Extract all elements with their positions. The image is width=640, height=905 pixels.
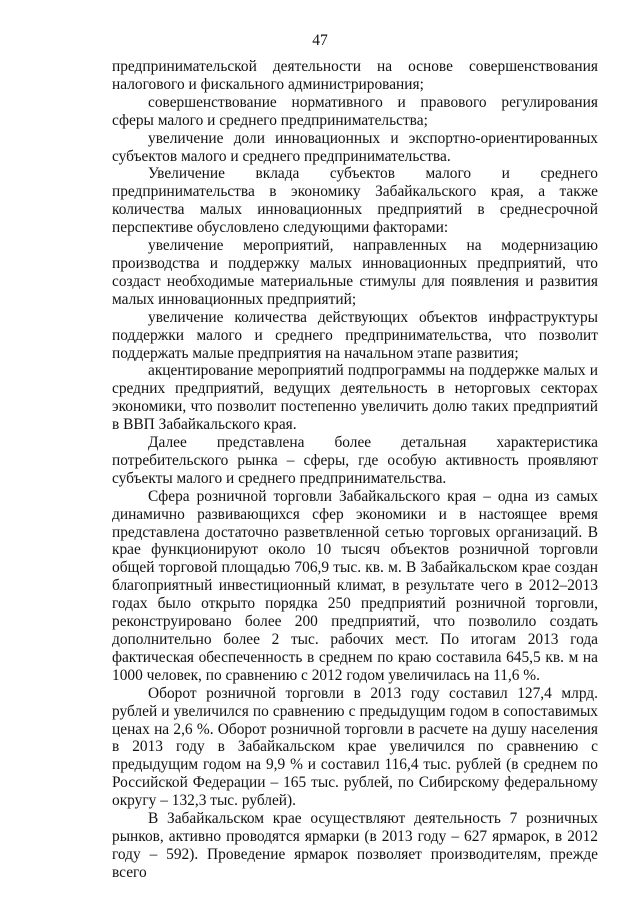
paragraph: увеличение мероприятий, направленных на модернизацию производства и поддержку малых инновационных предприятий, что создаст необходимые материальные стимулы для появления и развития малых инновационных предприятий; (112, 237, 598, 308)
paragraph: совершенствование нормативного и правового регулирования сферы малого и среднего предпринимательства; (112, 93, 598, 129)
paragraph: Далее представлена более детальная характеристика потребительского рынка – сферы, где особую активность проявляют субъекты малого и среднего предпринимательства. (112, 434, 598, 487)
page-number: 47 (312, 32, 328, 49)
paragraph: предпринимательской деятельности на основе совершенствования налогового и фискального администрирования; (112, 58, 598, 93)
paragraph: Увеличение вклада субъектов малого и среднего предпринимательства в экономику Забайкальского края, а также количества малых инновационных предприятий в среднесрочной перспективе обусловлено следующими факторами: (112, 165, 598, 237)
paragraph: В Забайкальском крае осуществляют деятельность 7 розничных рынков, активно проводятся ярмарки (в 2013 году – 627 ярмарок, в 2012 году – 592). Проведение ярмарок позволяет производителям, прежде всего (112, 810, 598, 881)
page-body (112, 58, 598, 882)
paragraph: увеличение доли инновационных и экспортно-ориентированных субъектов малого и среднего предпринимательства. (112, 129, 598, 165)
paragraph: акцентирование мероприятий подпрограммы на поддержке малых и средних предприятий, ведущих деятельность в неторговых секторах экономики, что позволит постепенно увеличить долю таких предприятий в ВВП Забайкальского края. (112, 362, 598, 434)
paragraph: увеличение количества действующих объектов инфраструктуры поддержки малого и среднего предпринимательства, что позволит поддержать малые предприятия на начальном этапе развития; (112, 308, 598, 362)
paragraph: Оборот розничной торговли в 2013 году составил 127,4 млрд. рублей и увеличился по сравнению с предыдущим годом в сопоставимых ценах на 2,6 %. Оборот розничной торговли в расчете на душу населения в 2013 году в Забайкальском крае увеличился по сравнению с предыдущим годом на 9,9 % и составил 116,4 тыс. рублей (в среднем по Российской Федерации – 165 тыс. рублей, по Сибирскому федеральному округу – 132,3 тыс. рублей). (112, 684, 598, 810)
paragraph: Сфера розничной торговли Забайкальского края – одна из самых динамично развивающихся сфер экономики и в настоящее время представлена достаточно разветвленной сетью торговых организаций. В крае функционируют около 10 тысяч объектов розничной торговли общей торговой площадью 706,9 тыс. кв. м. В Забайкальском крае создан благоприятный инвестиционный климат, в результате чего в 2012–2013 годах было открыто порядка 250 предприятий розничной торговли, реконструировано более 200 предприятий, что позволило создать дополнительно более 2 тыс. рабочих мест. По итогам 2013 года фактическая обеспеченность в среднем по краю составила 645,5 кв. м на 1000 человек, по сравнению с 2012 годом увеличилась на 11,6 %. (112, 487, 598, 684)
